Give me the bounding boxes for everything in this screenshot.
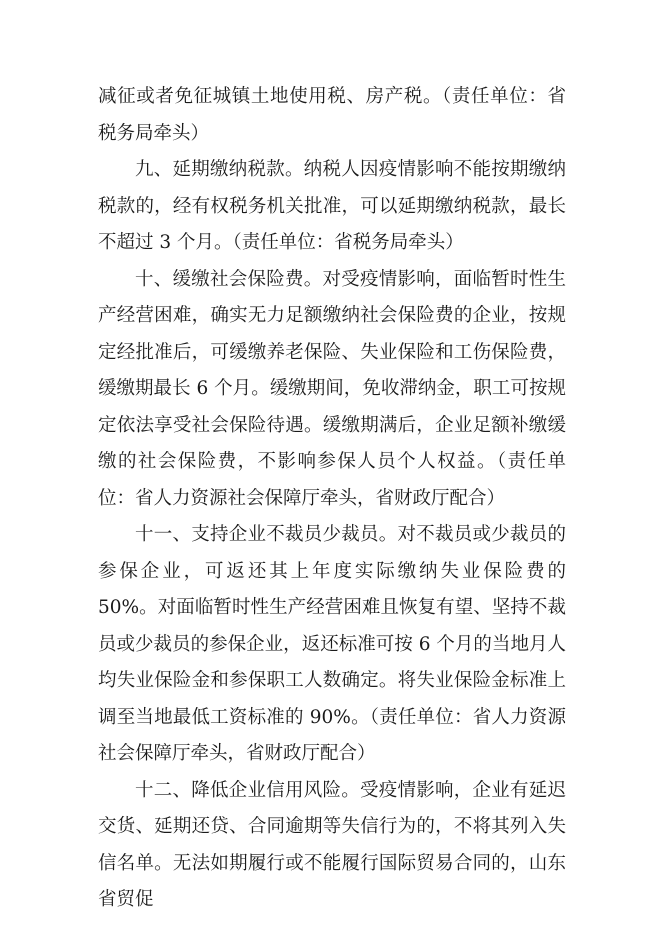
paragraph-item-10-social-insurance: 十、缓缴社会保险费。对受疫情影响，面临暂时性生产经营困难，确实无力足额缴纳社会保险费的企业，按规定经批准后，可缓缴养老保险、失业保险和工伤保险费，缓缴期最长 6 个月。缓缴期间，免收滞纳金，职工可按规定依法享受社会保险待遇。缓缴期满后，企业足额补缴缓缴的社会保险费，不影响参保人员个人权益。（责任单位：省人力资源社会保障厅牵头，省财政厅配合）: [98, 268, 566, 509]
paragraph-land-tax-continued: 减征或者免征城镇土地使用税、房产税。（责任单位：省税务局牵头）: [98, 86, 566, 144]
paragraph-item-11-layoff-support: 十一、支持企业不裁员少裁员。对不裁员或少裁员的参保企业，可返还其上年度实际缴纳失业保险费的 50%。对面临暂时性生产经营困难且恢复有望、坚持不裁员或少裁员的参保企业，返还标准可按 6 个月的当地月人均失业保险金和参保职工人数确定。将失业保险金标准上调至当地最低工资标准的 90%。（责任单位：省人力资源社会保障厅牵头，省财政厅配合）: [98, 524, 566, 764]
paragraph-item-12-credit-risk: 十二、降低企业信用风险。受疫情影响，企业有延迟交货、延期还贷、合同逾期等失信行为的，不将其列入失信名单。无法如期履行或不能履行国际贸易合同的，山东省贸促: [98, 779, 566, 910]
document-body: [98, 79, 566, 919]
paragraph-item-9-deferred-tax: 九、延期缴纳税款。纳税人因疫情影响不能按期缴纳税款的，经有权税务机关批准，可以延期缴纳税款，最长不超过 3 个月。（责任单位：省税务局牵头）: [98, 159, 566, 253]
